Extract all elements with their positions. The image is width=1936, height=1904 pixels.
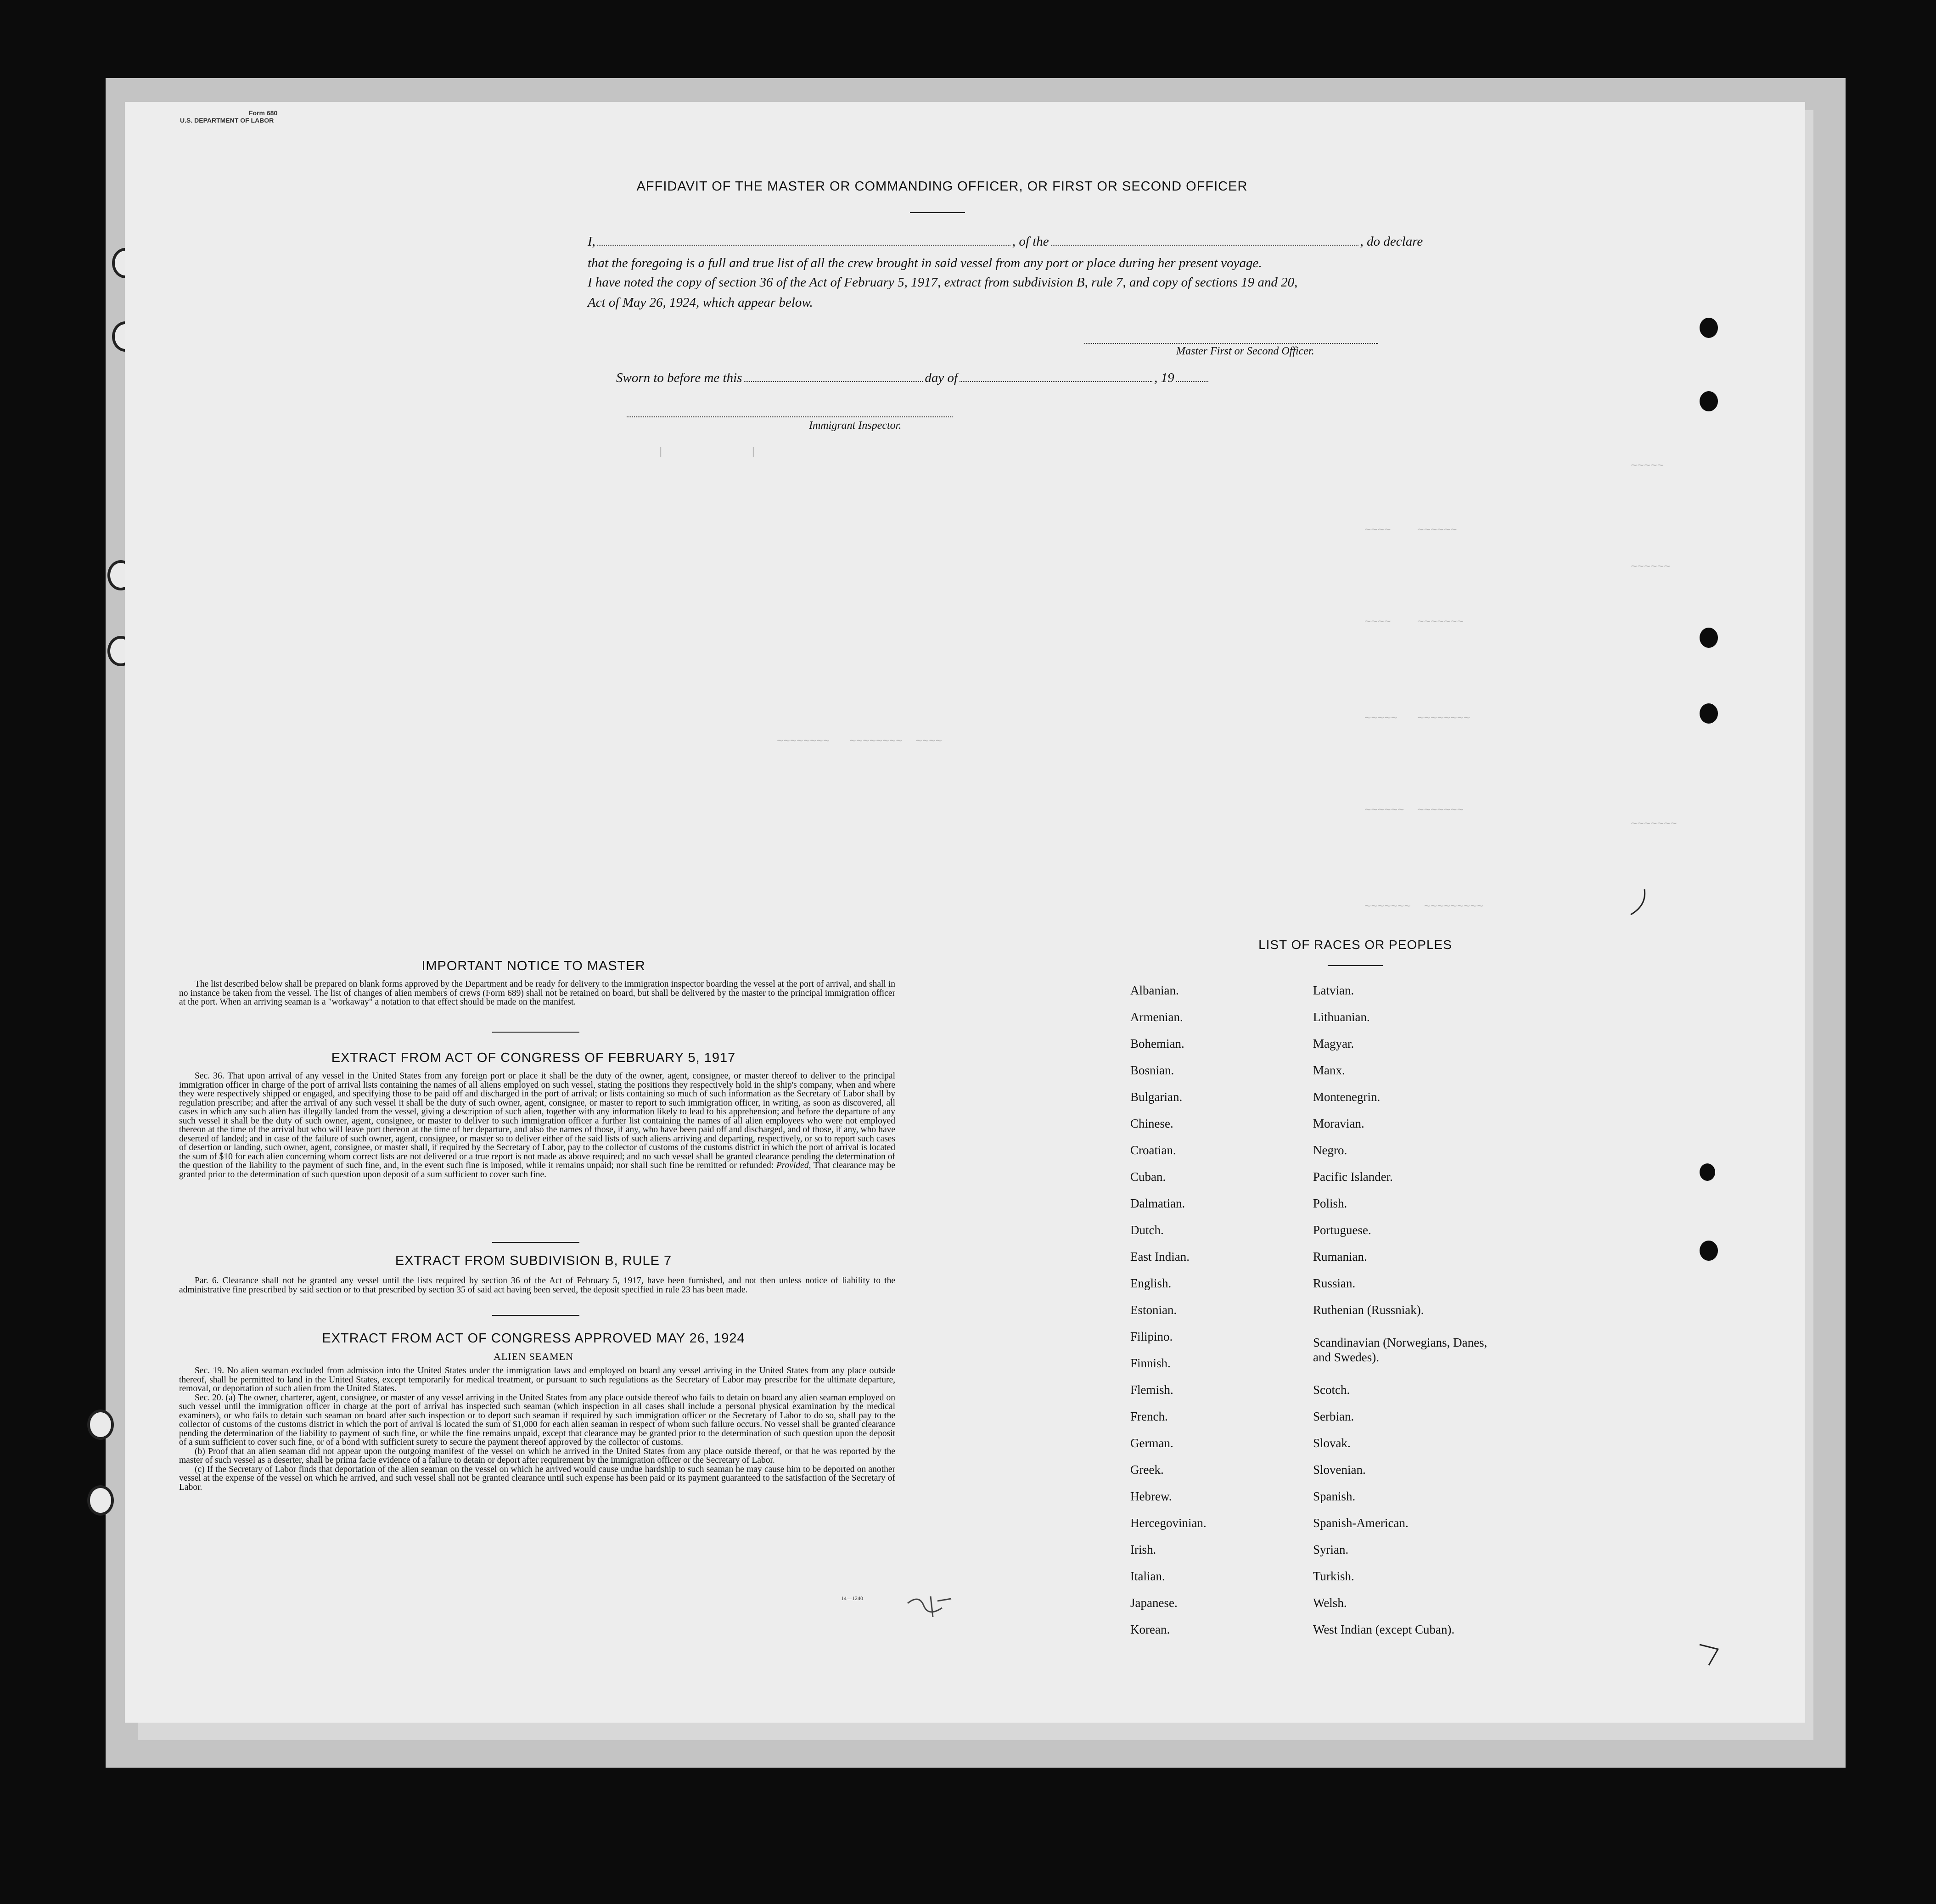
section-20c-paragraph: (c) If the Secretary of Labor finds that deportation of the alien seaman on the vessel on which he arrived would cause undue hardship to such seaman he may cause him to be deported on another vessel at the expense of the vessel on which he arrived, and such vessel shall not be granted clearance until such expense has been paid or its payment guaranteed to the satisfaction of the Secretary of Labor. [179,1464,895,1492]
race-item: West Indian (except Cuban). [1313,1623,1455,1636]
binder-hole [87,1485,114,1516]
race-item: English. [1130,1276,1172,1290]
notice-paragraph: The list described below shall be prepared on blank forms approved by the Department and be ready for delivery to the immigration inspector boarding the vessel at the port of arrival, and shall in no instance be taken from the vessel. The list of changes of alien members of crews (Form 689) shall not be retained on board, but shall be delivered by the master to the principal immigration officer at the port. When an arriving seaman is a "workaway" a notation to that effect should be made on the manifest. [179,979,895,1007]
race-item: Turkish. [1313,1569,1354,1583]
race-item: Hebrew. [1130,1489,1172,1503]
race-item: Greek. [1130,1463,1164,1477]
master-signature-line [1084,343,1378,344]
punch-hole [1700,391,1718,411]
extract-1924-title: EXTRACT FROM ACT OF CONGRESS APPROVED MAY 26, 1924 [322,1331,745,1346]
form-label: Form 680 [249,109,278,117]
bleed-through-marks: ~~~~ ~~~~~~ [1364,524,1457,537]
section-20a-paragraph: Sec. 20. (a) The owner, charterer, agent, consignee, or master of any vessel arriving in the United States from any place outside thereof who fails to detain on board any alien seaman employed on such vessel until the immigration officer in charge at the port of arrival has inspected such seaman (which inspection in all cases shall include a personal physical examination by the medical examiners), or who fails to detain such seaman on board after such inspection or to deport such seaman if required by such immigration officer or the Secretary of Labor to do so, shall pay to the collector of customs of the customs district in which the port of arrival is located the sum of $1,000 for each alien seaman in respect of whom such failure occurs. No vessel shall be granted clearance pending the determination of the liability to payment of such fine, or while the fine remains unpaid, except that clearance may be granted prior to the determination of such question upon the deposit of a sum sufficient to cover such fine, or of a bond with sufficient surety to secure the payment thereof approved by the collector of customs. [179,1393,895,1447]
race-item: Armenian. [1130,1010,1183,1024]
handwritten-mark [905,1589,960,1622]
extract-1924-text [179,1366,895,1492]
extract-1917-text [179,1072,895,1179]
affidavit-line: Act of May 26, 1924, which appear below. [588,295,813,310]
race-item: Japanese. [1130,1596,1178,1610]
bleed-through-marks: ~~~~~ [1631,460,1664,472]
alien-seamen-subtitle: ALIEN SEAMEN [494,1351,573,1362]
affidavit-line: that the foregoing is a full and true list of all the crew brought in said vessel from any port or place during her present voyage. [588,256,1262,270]
race-item: Ruthenian (Russniak). [1313,1303,1424,1317]
sworn-line [616,371,1210,386]
race-item: Flemish. [1130,1383,1173,1397]
race-item: Russian. [1313,1276,1356,1290]
race-item: Polish. [1313,1196,1347,1210]
rule7-text [179,1276,895,1294]
sworn-day-blank [744,381,923,382]
bleed-through-marks: ~~~~~~~ ~~~~~~~~~ [1364,901,1484,913]
bleed-through-marks: | | [657,446,757,459]
sworn-month-blank [960,381,1152,382]
inspector-signature-line [627,416,953,417]
punch-hole [1700,1241,1718,1261]
binder-hole [87,1410,114,1440]
race-item: Portuguese. [1313,1223,1371,1237]
race-item: Spanish. [1313,1489,1356,1503]
race-item: Syrian. [1313,1543,1349,1556]
vessel-blank [1051,244,1358,246]
race-item: Bosnian. [1130,1063,1174,1077]
form-header-fragment [180,109,278,124]
name-blank [597,244,1010,246]
race-item: Welsh. [1313,1596,1347,1610]
document-page [125,102,1805,1723]
punch-hole [1700,318,1718,338]
bleed-through-marks: ~~~~~~~~ ~~~~~~~~ ~~~~ [777,736,943,748]
race-item: Scandinavian (Norwegians, Danes, and Swedes). [1313,1336,1487,1364]
sworn-day-of-text: day of [925,371,958,385]
race-item: Magyar. [1313,1037,1354,1050]
race-item: Lithuanian. [1313,1010,1370,1024]
notice-text [179,980,895,1007]
race-item: French. [1130,1410,1168,1423]
race-item: Estonian. [1130,1303,1177,1317]
race-item: Dalmatian. [1130,1196,1185,1210]
section-36-text: Sec. 36. That upon arrival of any vessel in the United States from any foreign port or place it shall be the duty of the owner, agent, consignee, or master thereof to deliver to the principal immigration officer in charge of the port of arrival lists containing the names of all aliens employed on such vessel, stating the positions they respectively hold in the ship's company, when and where they were respectively shipped or engaged, and specifying those to be paid off and discharged in the port of arrival; or lists containing so much of such information as the Secretary of Labor shall by regulation prescribe; and after the arrival of any such vessel it shall be the duty of such owner, agent, consignee, or master to report to such immigration officer, in writing, as soon as discovered, all cases in which any such alien has illegally landed from the vessel, giving a description of such alien, together with any information likely to lead to his apprehension; and before the departure of any such vessel it shall be the duty of such owner, agent, consignee, or master to deliver to such immigration officer a further list containing the names of all alien employees who were not employed thereon at the time of the arrival but who will leave port thereon at the time of her departure, and also the names of those, if any, who have been paid off and discharged, and of those, if any, who have deserted of landed; and in case of the failure of such owner, agent, consignee, or master so to deliver either of the said lists of such aliens arriving and departing, respectively, or so to report such cases of desertion or landing, such owner, agent, consignee, or master shall, if required by the Secretary of Labor, pay to the collector of customs of the customs district in which the port of arrival is located the sum of $10 for each alien concerning whom correct lists are not delivered or a true report is not made as above required; and no such vessel shall be granted clearance pending the determination of the question of the liability to the payment of such fine, and, in the event such fine is imposed, while it remains unpaid; nor shall such fine be remitted or refunded: [179,1071,895,1170]
race-item: Spanish-American. [1313,1516,1409,1530]
divider [492,1315,579,1316]
race-item: Filipino. [1130,1330,1173,1343]
affidavit-declaration-line [588,234,1423,249]
bleed-through-marks: ~~~~~ ~~~~~~~~ [1364,713,1470,725]
race-item: Irish. [1130,1543,1156,1556]
race-item: Finnish. [1130,1356,1171,1370]
bleed-through-marks: ~~~~~~ [1631,561,1671,573]
race-item: Bohemian. [1130,1037,1184,1050]
divider [492,1032,579,1033]
rule7-paragraph: Par. 6. Clearance shall not be granted any vessel until the lists required by section 36 of the Act of February 5, 1917, have been furnished, and not then unless notice of liability to the administrative fine prescribed by said section or to that prescribed by section 35 of said act having been served, the deposit specified in rule 23 has been made. [179,1276,895,1295]
race-item: Cuban. [1130,1170,1166,1184]
race-item: Hercegovinian. [1130,1516,1206,1530]
handwritten-mark [1626,887,1654,919]
races-title: LIST OF RACES OR PEOPLES [1258,938,1452,952]
section-36-paragraph [179,1072,895,1179]
master-signature-caption: Master First or Second Officer. [1176,345,1314,357]
section-20b-paragraph: (b) Proof that an alien seaman did not appear upon the outgoing manifest of the vessel on which he arrived in the United States from any place outside thereof, or that he was reported by the master of such vessel as a deserter, shall be prima facie evidence of a failure to detain or deport after requirement by the immigration officer or the Secretary of Labor. [179,1446,895,1465]
affidavit-i-text: I, [588,234,595,249]
race-item: Montenegrin. [1313,1090,1380,1104]
race-item: Latvian. [1313,983,1354,997]
divider [1328,965,1383,966]
race-item: Bulgarian. [1130,1090,1183,1104]
extract-1917-title: EXTRACT FROM ACT OF CONGRESS OF FEBRUARY 5, 1917 [331,1050,736,1065]
race-item: Albanian. [1130,983,1179,997]
punch-hole [1700,1163,1715,1181]
race-item: Pacific Islander. [1313,1170,1393,1184]
department-label: U.S. DEPARTMENT OF LABOR [180,117,274,124]
race-item: Dutch. [1130,1223,1164,1237]
race-item: Italian. [1130,1569,1165,1583]
race-item: Chinese. [1130,1117,1173,1130]
punch-hole [1700,703,1718,724]
race-item: Slovak. [1313,1436,1351,1450]
section-36-text-end: That clearance may be granted prior to the determination of such question upon deposit of a sum sufficient to cover such fine. [179,1161,896,1179]
sworn-year-blank [1176,381,1208,382]
race-item: Negro. [1313,1143,1347,1157]
affidavit-line: I have noted the copy of section 36 of the Act of February 5, 1917, extract from subdivision B, rule 7, and copy of sections 19 and 20, [588,275,1298,290]
race-item: East Indian. [1130,1250,1190,1264]
race-item: Manx. [1313,1063,1345,1077]
form-number: 14—1240 [841,1595,863,1601]
race-item: Slovenian. [1313,1463,1366,1477]
bleed-through-marks: ~~~~~~ ~~~~~~~ [1364,804,1464,817]
section-19-paragraph: Sec. 19. No alien seaman excluded from admission into the United States under the immigration laws and employed on board any vessel arriving in the United States from any place outside thereof, shall be permitted to land in the United States, except temporarily for medical treatment, or pursuant to such regulations as the Secretary of Labor may prescribe for the ultimate departure, removal, or deportation of such alien from the United States. [179,1366,895,1393]
divider [492,1242,579,1243]
bleed-through-marks: ~~~~ ~~~~~~~ [1364,616,1464,629]
race-item: Scotch. [1313,1383,1350,1397]
rule7-title: EXTRACT FROM SUBDIVISION B, RULE 7 [395,1253,672,1268]
handwritten-mark [1695,1640,1723,1668]
race-item: German. [1130,1436,1173,1450]
notice-title: IMPORTANT NOTICE TO MASTER [421,959,645,973]
race-item: Croatian. [1130,1143,1176,1157]
divider [910,212,965,213]
inspector-caption: Immigrant Inspector. [809,420,902,432]
race-item: Moravian. [1313,1117,1364,1130]
sworn-year-text: , 19 [1154,371,1174,385]
race-item: Serbian. [1313,1410,1354,1423]
affidavit-title: AFFIDAVIT OF THE MASTER OR COMMANDING OFFICER, OR FIRST OR SECOND OFFICER [636,179,1248,194]
sworn-text: Sworn to before me this [616,371,742,385]
race-item: Korean. [1130,1623,1170,1636]
bleed-through-marks: ~~~~~~~ [1631,818,1677,831]
affidavit-declare-text: , do declare [1360,234,1423,249]
race-item: Rumanian. [1313,1250,1367,1264]
affidavit-of-the-text: , of the [1012,234,1049,249]
punch-hole [1700,628,1718,648]
provided-text: Provided, [776,1161,811,1170]
